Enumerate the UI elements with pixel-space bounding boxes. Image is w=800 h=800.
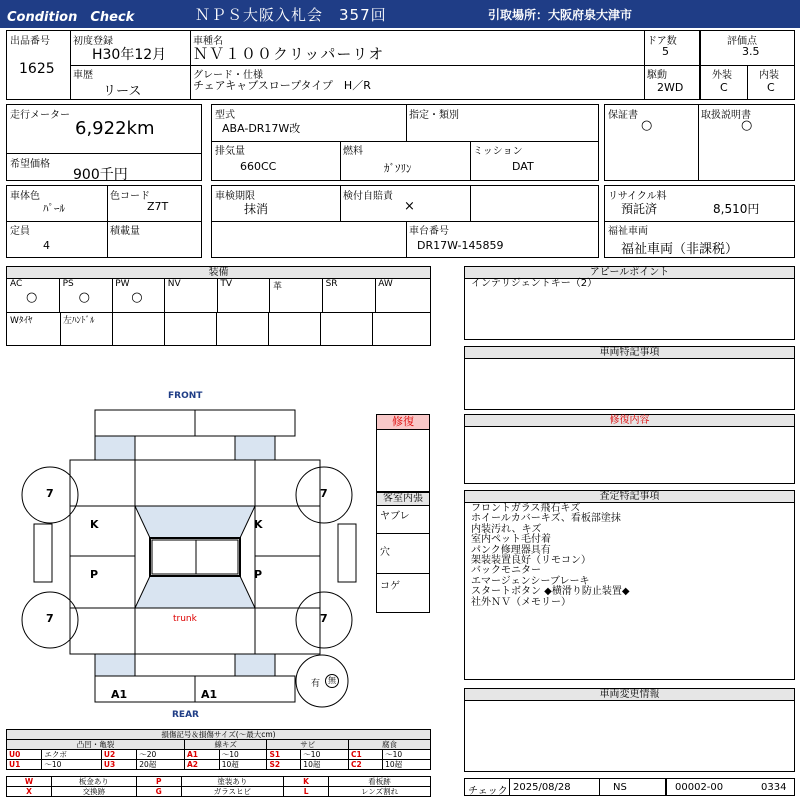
repair-content-title: 修復内容 — [465, 415, 794, 427]
legend-cat-scratch: 線キズ — [184, 740, 266, 750]
car-name-label: 車種名 — [193, 36, 223, 47]
manual-label: 取扱説明書 — [701, 110, 751, 121]
spare-has-label: 有 — [311, 679, 321, 689]
cabin-title: 客室内張 — [377, 493, 429, 506]
legend-desc: 塗装あり — [181, 777, 283, 787]
door-rear-left-mark: P — [90, 568, 99, 581]
legend-desc: ガラスヒビ — [181, 787, 283, 797]
price-label: 希望価格 — [10, 159, 50, 170]
doors: 5 — [662, 45, 669, 58]
documents-block — [604, 104, 795, 181]
mileage-label: 走行メーター — [10, 110, 70, 121]
equipment-label: TV — [220, 279, 233, 289]
grade: チェアキャブスロープタイプ H／R — [193, 79, 371, 92]
change-info-block — [464, 688, 795, 772]
cabin-item-burn: コゲ — [380, 581, 400, 592]
mission-label: ミッション — [473, 146, 523, 157]
door-rear-right-mark: P — [254, 568, 263, 581]
pickup-location: 引取場所：大阪府泉大津市 — [488, 8, 633, 22]
assessment-notes-block — [464, 490, 795, 680]
check-number: 0334 — [761, 782, 787, 793]
legend-code: X — [7, 787, 52, 797]
fuel: ｶﾞｿﾘﾝ — [384, 162, 412, 175]
check-date: 2025/08/28 — [513, 782, 571, 793]
equipment-label: 革 — [273, 282, 283, 292]
model-block — [211, 104, 599, 181]
legend-desc: 看板跡 — [329, 777, 431, 787]
legend-code: A1 — [184, 750, 219, 760]
basic-info-block — [6, 30, 795, 100]
history-label: 車歴 — [73, 70, 93, 81]
color-code-label: 色コード — [110, 191, 150, 202]
appeal-title: アピールポイント — [465, 267, 794, 279]
legend-code: S2 — [267, 760, 301, 770]
legend-cat-dent: 凸凹・亀裂 — [7, 740, 185, 750]
legend-desc: 〜10 — [301, 750, 349, 760]
legend-desc: エクボ — [42, 750, 102, 760]
load-label: 積載量 — [110, 226, 140, 237]
cabin-item-tear: ヤブレ — [380, 511, 410, 522]
damage-legend — [6, 729, 431, 797]
door-front-left-mark: K — [90, 518, 99, 531]
lot-number: 1625 — [19, 61, 55, 77]
spare-none-label: 無 — [325, 674, 339, 688]
assessment-line: スタートボタン ◆横滑り防止装置◆ — [471, 586, 630, 598]
rear-label: REAR — [172, 710, 199, 720]
model-label: 型式 — [215, 110, 235, 121]
car-damage-diagram — [20, 388, 370, 723]
equipment-sr — [323, 278, 376, 313]
capacity: 4 — [43, 239, 50, 252]
first-registration-label: 初度登録 — [73, 36, 113, 47]
history: リース — [103, 84, 142, 99]
equipment-pw — [112, 278, 165, 313]
legend-desc: 〜10 — [383, 750, 431, 760]
legend-code: G — [136, 787, 181, 797]
front-label: FRONT — [168, 391, 203, 401]
legend-desc: 〜10 — [219, 750, 267, 760]
auction-name: ＮＰＳ大阪入札会 357回 — [195, 6, 387, 24]
equipment-革 — [270, 278, 323, 313]
equipment-value: ○ — [26, 290, 38, 305]
manual-mark: ○ — [741, 118, 753, 133]
equipment-label: AC — [10, 279, 23, 289]
equipment-ac — [7, 278, 60, 313]
equipment-wtire: Wﾀｲﾔ — [7, 312, 61, 345]
assessment-line: 架装装置良好（リモコン） — [471, 555, 591, 567]
model-code: ABA-DR17W改 — [222, 122, 301, 135]
tire-front-left: 7 — [46, 487, 54, 500]
legend-desc: 10超 — [301, 760, 349, 770]
assessment-line: エマージェンシーブレーキ — [471, 575, 590, 587]
car-diagram-svg — [20, 388, 370, 723]
equipment-empty — [268, 312, 321, 345]
color-label: 車体色 — [10, 191, 40, 202]
assessment-title: 査定特記事項 — [465, 491, 794, 503]
welfare-label: 福祉車両 — [608, 226, 648, 237]
inspection-label: 車検期限 — [215, 191, 255, 202]
assessment-line: パンク修理器具有 — [471, 544, 551, 556]
equipment-nv — [165, 278, 218, 313]
repair-content-block — [464, 414, 795, 484]
door-front-right-mark: K — [254, 518, 263, 531]
legend-code: S1 — [267, 750, 301, 760]
mileage: 6,922km — [75, 118, 155, 139]
repair-box — [376, 414, 430, 492]
legend-code: W — [7, 777, 52, 787]
equipment-value: ○ — [131, 290, 143, 305]
legend-cat-corrosion: 腐食 — [349, 740, 431, 750]
grade-label: グレード・仕様 — [193, 70, 263, 81]
legend-desc: 交換跡 — [52, 787, 137, 797]
legend-desc: 板金あり — [52, 777, 137, 787]
self-insurance: × — [404, 199, 415, 214]
drive-label: 駆動 — [647, 70, 667, 81]
change-info-title: 車両変更情報 — [465, 689, 794, 701]
first-registration: H30年12月 — [92, 47, 167, 63]
chassis-label: 車台番号 — [409, 226, 449, 237]
lot-number-label: 出品番号 — [10, 36, 50, 47]
equipment-empty — [164, 312, 217, 345]
legend-desc: 10超 — [383, 760, 431, 770]
color-code: Z7T — [147, 200, 169, 213]
equipment-empty — [320, 312, 373, 345]
equipment-ps — [60, 278, 113, 313]
rear-bumper-right-mark: A1 — [201, 688, 218, 701]
equipment-block — [6, 266, 431, 346]
price: 900千円 — [73, 167, 128, 183]
assessment-line: フロントガラス飛石キズ — [471, 503, 581, 514]
equipment-tv — [217, 278, 270, 313]
assessment-line: 室内ペット毛付着 — [471, 534, 551, 546]
assessment-line: バックモニター — [471, 565, 541, 577]
car-name: ＮＶ１００クリッパーリオ — [193, 45, 385, 63]
appeal-text: インテリジェントキー（2） — [471, 278, 598, 289]
legend-code: C2 — [349, 760, 383, 770]
assessment-line: 社外ＮＶ（メモリー） — [471, 596, 571, 608]
equipment-label: PS — [62, 279, 74, 289]
legend-desc: 20超 — [137, 760, 185, 770]
legend-code: L — [284, 787, 329, 797]
legend-code: P — [136, 777, 181, 787]
legend-desc: レンズ割れ — [329, 787, 431, 797]
drive: 2WD — [657, 81, 684, 94]
tire-front-right: 7 — [320, 487, 328, 500]
check-label: チェック — [468, 786, 508, 797]
welfare-vehicle: 福祉車両（非課税） — [621, 242, 739, 257]
warranty-label: 保証書 — [608, 110, 638, 121]
equipment-label: PW — [115, 279, 130, 289]
interior-label: 内装 — [759, 70, 779, 81]
tire-rear-right: 7 — [320, 612, 328, 625]
recycle-fee: 8,510円 — [713, 202, 760, 216]
legend-desc: 〜10 — [42, 760, 102, 770]
color-block — [6, 185, 202, 258]
check-footer — [464, 778, 795, 796]
legend-code: K — [284, 777, 329, 787]
assessment-line: ホイールカバーキズ、看板部塗抹 — [471, 513, 621, 525]
equipment-label: SR — [325, 279, 338, 289]
interior-grade: C — [767, 81, 775, 94]
legend-code: U2 — [101, 750, 136, 760]
rear-bumper-left-mark: A1 — [111, 688, 128, 701]
equipment-label: AW — [378, 279, 393, 289]
legend-code: U0 — [7, 750, 42, 760]
displacement-label: 排気量 — [215, 146, 245, 157]
recycle-block — [604, 185, 795, 258]
assessment-line: 内装汚れ、キズ — [471, 523, 542, 535]
body-color: ﾊﾟｰﾙ — [43, 202, 65, 215]
tire-rear-left: 7 — [46, 612, 54, 625]
recycle-label: リサイクル料 — [608, 191, 667, 202]
chassis-number: DR17W-145859 — [417, 239, 504, 252]
legend-code: U3 — [101, 760, 136, 770]
page-header — [0, 0, 800, 28]
checker-name: NS — [613, 782, 627, 793]
cabin-item-hole: 穴 — [380, 547, 390, 558]
legend-cat-rust: サビ — [267, 740, 349, 750]
special-notes-block — [464, 346, 795, 410]
equipment-value: ○ — [78, 290, 90, 305]
special-notes-title: 車両特記事項 — [465, 347, 794, 359]
self-insurance-label: 検付自賠責 — [343, 191, 393, 202]
check-code: 00002-00 — [675, 782, 724, 793]
equipment-title: 装備 — [7, 267, 430, 279]
legend-desc: 10超 — [219, 760, 267, 770]
score: 3.5 — [742, 45, 760, 58]
cabin-interior-box — [376, 492, 430, 613]
exterior-label: 外装 — [712, 70, 732, 81]
repair-title: 修復 — [377, 415, 429, 430]
warranty-mark: ○ — [641, 118, 653, 133]
designation-label: 指定・類別 — [409, 110, 459, 121]
capacity-label: 定員 — [10, 226, 30, 237]
trunk-label: trunk — [173, 614, 197, 624]
fuel-label: 燃料 — [343, 146, 363, 157]
score-label: 評価点 — [727, 36, 757, 47]
recycle-status: 預託済 — [621, 202, 658, 216]
legend-code: U1 — [7, 760, 42, 770]
equipment-empty — [112, 312, 165, 345]
inspection-block — [211, 185, 599, 258]
equipment-lhd: 左ﾊﾝﾄﾞﾙ — [60, 312, 113, 345]
doors-label: ドア数 — [647, 36, 677, 47]
mission: DAT — [512, 160, 534, 173]
legend-desc: 〜20 — [137, 750, 185, 760]
sheet-title: Condition Check — [7, 10, 135, 25]
inspection: 抹消 — [244, 202, 269, 216]
mileage-price-block — [6, 104, 202, 181]
displacement: 660CC — [240, 160, 277, 173]
legend-code: A2 — [184, 760, 219, 770]
equipment-empty — [216, 312, 269, 345]
equipment-label: NV — [167, 279, 181, 289]
legend-code: C1 — [349, 750, 383, 760]
appeal-block — [464, 266, 795, 340]
legend-title: 損傷記号＆損傷サイズ(〜最大cm) — [7, 730, 431, 740]
exterior-grade: C — [720, 81, 728, 94]
equipment-aw — [375, 278, 428, 313]
